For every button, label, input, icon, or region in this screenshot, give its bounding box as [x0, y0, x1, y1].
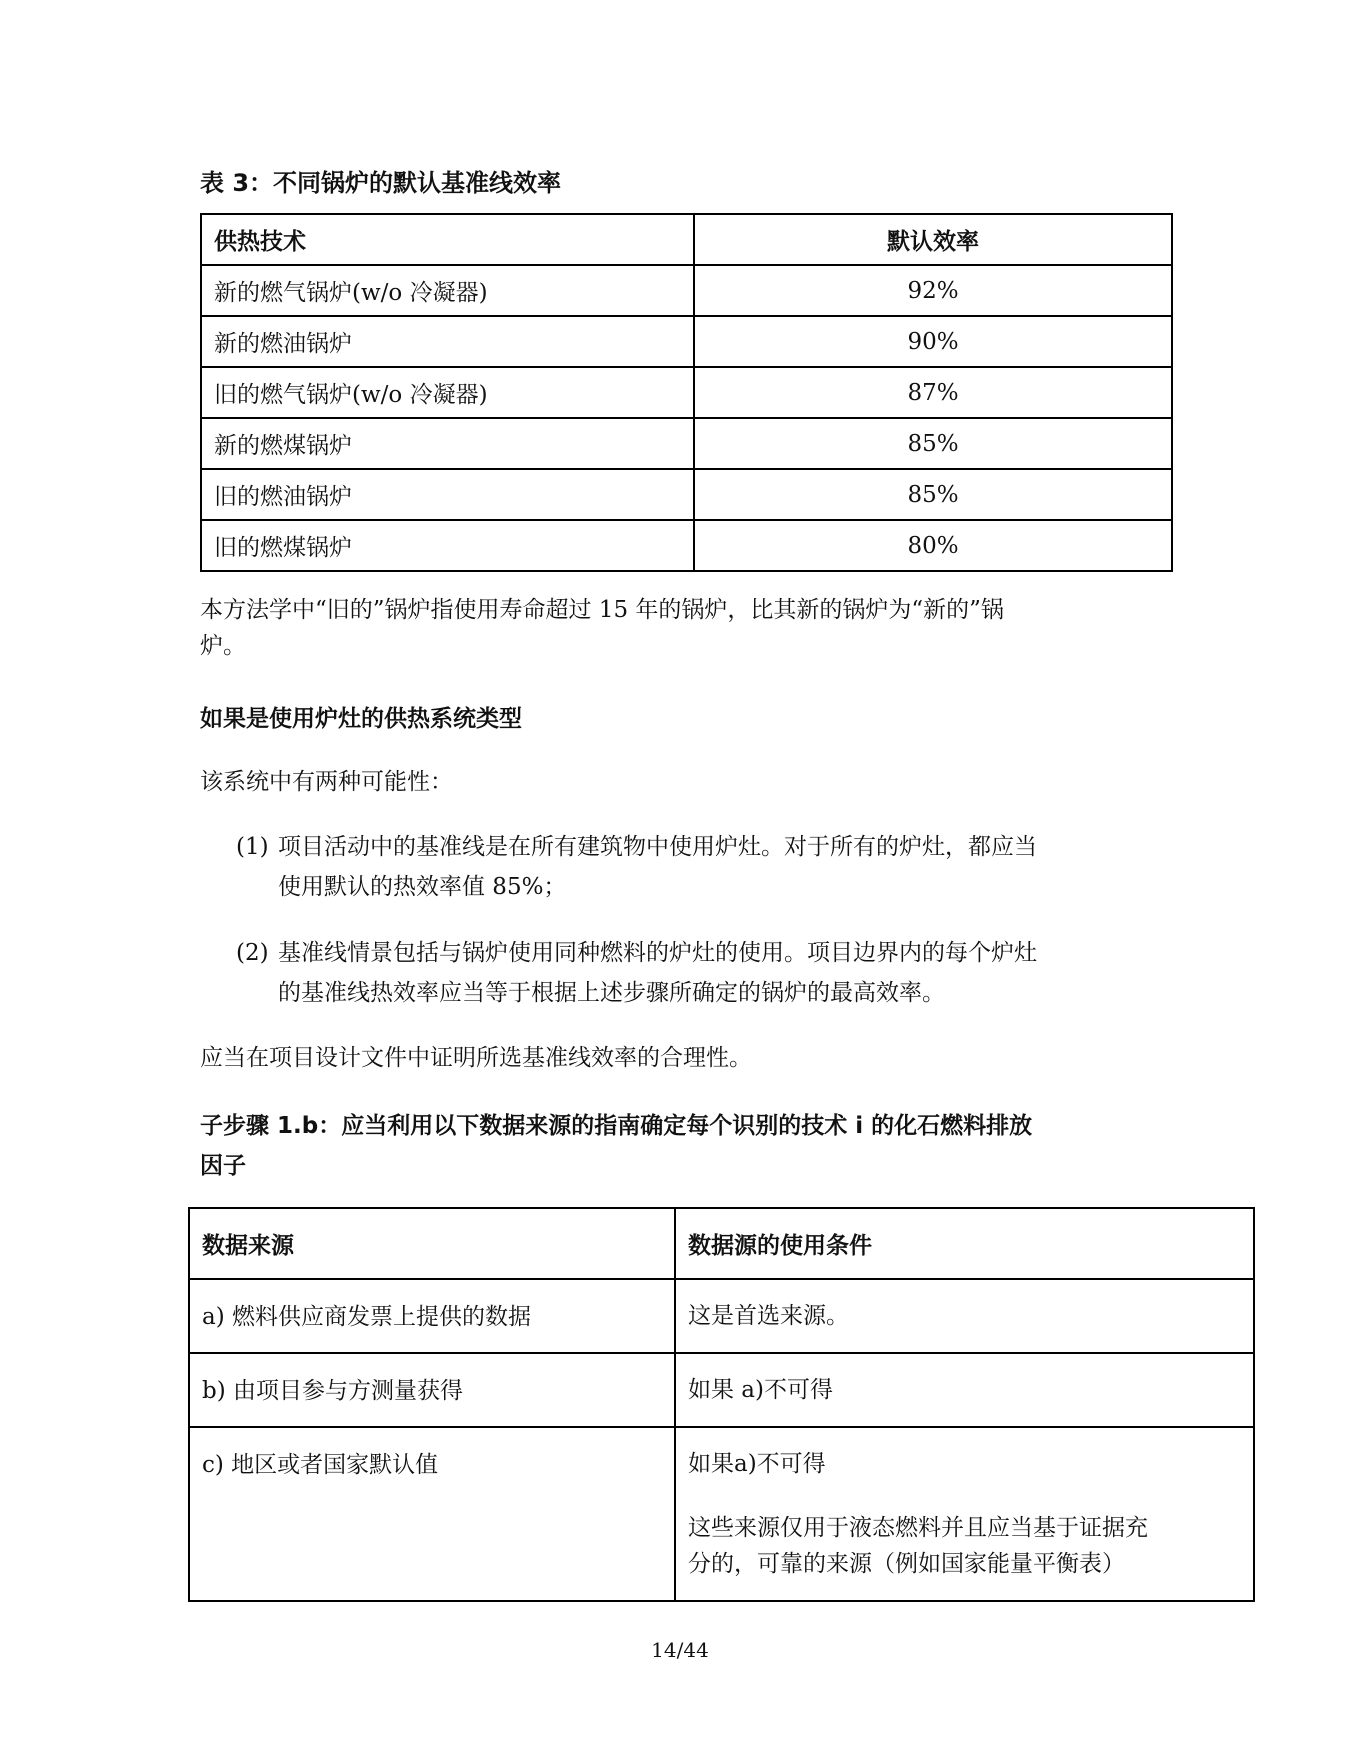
tech-cell: 新的燃气锅炉(w/o 冷凝器) — [201, 265, 694, 316]
boiler-efficiency-table — [200, 213, 1173, 572]
tech-cell: 新的燃油锅炉 — [201, 316, 694, 367]
tech-cell: 旧的燃油锅炉 — [201, 469, 694, 520]
list-number: (2) — [236, 940, 269, 966]
substep-1b-heading — [200, 1106, 1200, 1186]
efficiency-cell: 85% — [694, 469, 1172, 520]
condition-line: 这些来源仅用于液态燃料并且应当基于证据充 — [688, 1515, 1148, 1541]
source-cell: a) 燃料供应商发票上提供的数据 — [189, 1279, 675, 1353]
condition-cell — [675, 1427, 1254, 1601]
table-row — [189, 1353, 1254, 1427]
note-line-1: 本方法学中“旧的”锅炉指使用寿命超过 15 年的锅炉，比其新的锅炉为“新的”锅 — [200, 597, 1004, 623]
stove-intro: 该系统中有两种可能性： — [200, 769, 453, 795]
table-row — [201, 265, 1172, 316]
efficiency-cell: 80% — [694, 520, 1172, 571]
source-cell: b) 由项目参与方测量获得 — [189, 1353, 675, 1427]
justification-text: 应当在项目设计文件中证明所选基准线效率的合理性。 — [200, 1045, 752, 1071]
condition-line: 如果 a)不可得 — [688, 1377, 833, 1403]
old-new-boiler-note — [200, 592, 1160, 664]
table-row — [201, 367, 1172, 418]
list-number: (1) — [236, 834, 269, 860]
table-row — [189, 1279, 1254, 1353]
page-number: 14/44 — [651, 1638, 709, 1662]
stove-section-heading: 如果是使用炉灶的供热系统类型 — [200, 706, 522, 732]
condition-line: 如果a)不可得 — [688, 1451, 826, 1477]
list-text-line-2: 使用默认的热效率值 85%； — [278, 874, 567, 900]
list-item — [236, 933, 1166, 1013]
list-text-line-1: 基准线情景包括与锅炉使用同种燃料的炉灶的使用。项目边界内的每个炉灶 — [278, 940, 1037, 966]
tech-cell: 新的燃煤锅炉 — [201, 418, 694, 469]
tech-cell: 旧的燃煤锅炉 — [201, 520, 694, 571]
header-default-efficiency: 默认效率 — [694, 214, 1172, 265]
table-header-row — [189, 1208, 1254, 1279]
condition-cell — [675, 1279, 1254, 1353]
table-row — [189, 1427, 1254, 1601]
substep-heading-line-1: 子步骤 1.b：应当利用以下数据来源的指南确定每个识别的技术 i 的化石燃料排放 — [200, 1113, 1033, 1139]
header-usage-conditions: 数据源的使用条件 — [675, 1208, 1254, 1279]
table-row — [201, 469, 1172, 520]
efficiency-cell: 90% — [694, 316, 1172, 367]
condition-cell — [675, 1353, 1254, 1427]
table-3-caption: 表 3：不同锅炉的默认基准线效率 — [200, 169, 562, 197]
header-heating-technology: 供热技术 — [201, 214, 694, 265]
list-text-line-2: 的基准线热效率应当等于根据上述步骤所确定的锅炉的最高效率。 — [278, 980, 945, 1006]
table-header-row — [201, 214, 1172, 265]
condition-line: 分的，可靠的来源（例如国家能量平衡表） — [688, 1551, 1125, 1577]
table-row — [201, 520, 1172, 571]
data-sources-table — [188, 1207, 1255, 1602]
efficiency-cell: 92% — [694, 265, 1172, 316]
tech-cell: 旧的燃气锅炉(w/o 冷凝器) — [201, 367, 694, 418]
list-text-line-1: 项目活动中的基准线是在所有建筑物中使用炉灶。对于所有的炉灶，都应当 — [278, 834, 1037, 860]
table-row — [201, 418, 1172, 469]
header-data-source: 数据来源 — [189, 1208, 675, 1279]
source-cell: c) 地区或者国家默认值 — [189, 1427, 675, 1601]
substep-heading-line-2: 因子 — [200, 1153, 246, 1179]
efficiency-cell: 85% — [694, 418, 1172, 469]
table-row — [201, 316, 1172, 367]
note-line-2: 炉。 — [200, 633, 246, 659]
condition-line: 这是首选来源。 — [688, 1303, 849, 1329]
efficiency-cell: 87% — [694, 367, 1172, 418]
list-item — [236, 827, 1166, 907]
